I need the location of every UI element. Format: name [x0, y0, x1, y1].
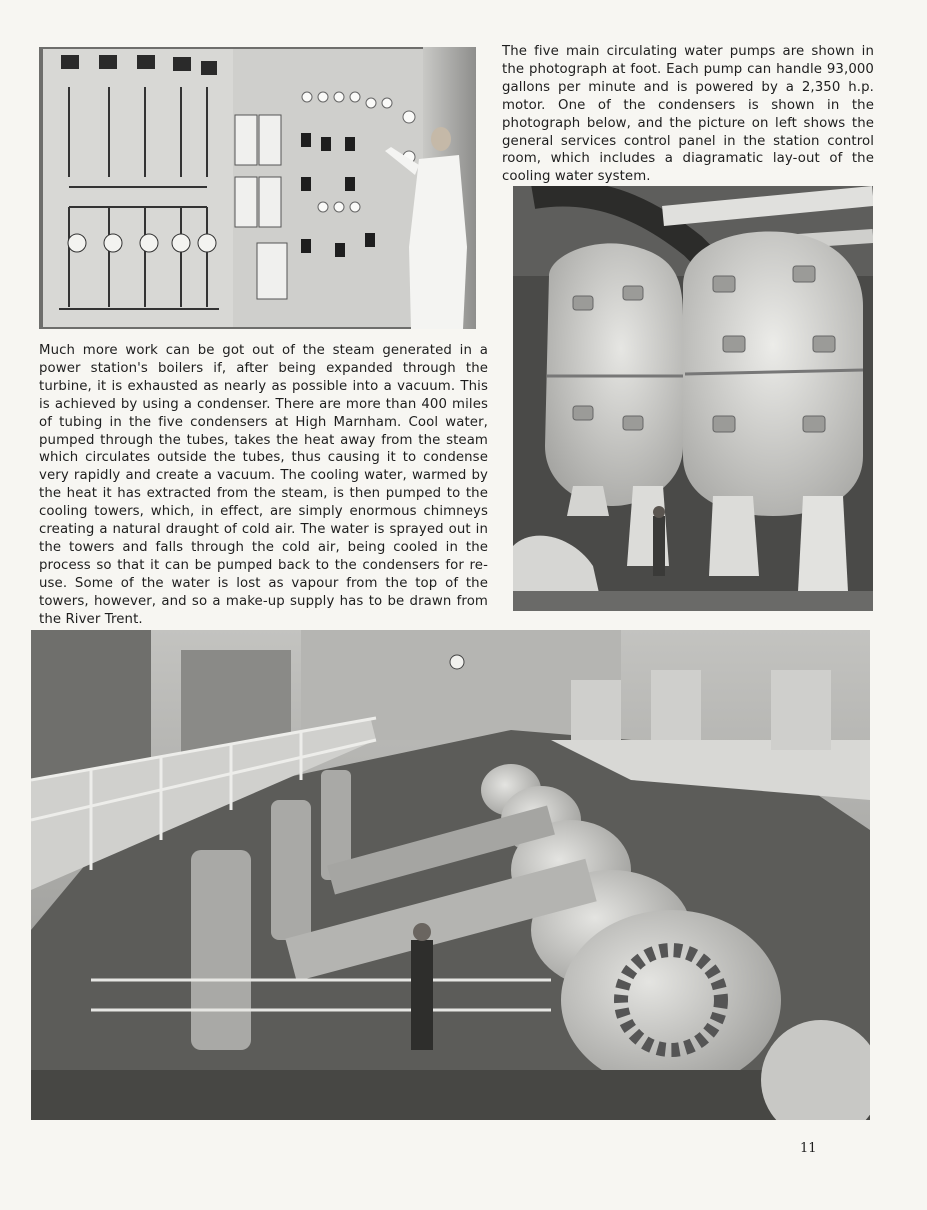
intro-paragraph: The five main circulating water pumps are shown in the photograph at foot. Each pump can handle 93,000 gallons per minute and is powered by a 2,350 h.p. motor. One of the condensers is shown in the photograph below, and the picture on left shows the general services control panel in the station control room, which includes a diagramatic lay-out of the cooling water system. [502, 44, 874, 185]
photo-control-panel [39, 47, 476, 329]
photo-pump-hall [31, 630, 870, 1120]
page-number: 11 [800, 1141, 817, 1156]
photo-condenser [513, 186, 873, 611]
main-paragraph: Much more work can be got out of the steam generated in a power station's boilers if, after being expanded through the turbine, it is exhausted as nearly as possible into a vacuum. This is achieved by using a condenser. There are more than 400 miles of tubing in the five condensers at High Marnham. Cool water, pumped through the tubes, takes the heat away from the steam which circulates outside the tubes, thus causing it to condense very rapidly and create a vacuum. The cooling water, warmed by the heat it has extracted from the steam, is then pumped to the cooling towers, which, in effect, are simply enormous chimneys creating a natural draught of cold air. The water is sprayed out in the towers and falls through the cold air, being cooled in the process so that it can be pumped back to the condensers for re-use. Some of the water is lost as vapour from the top of the towers, however, and so a make-up supply has to be drawn from the River Trent. [39, 343, 488, 627]
